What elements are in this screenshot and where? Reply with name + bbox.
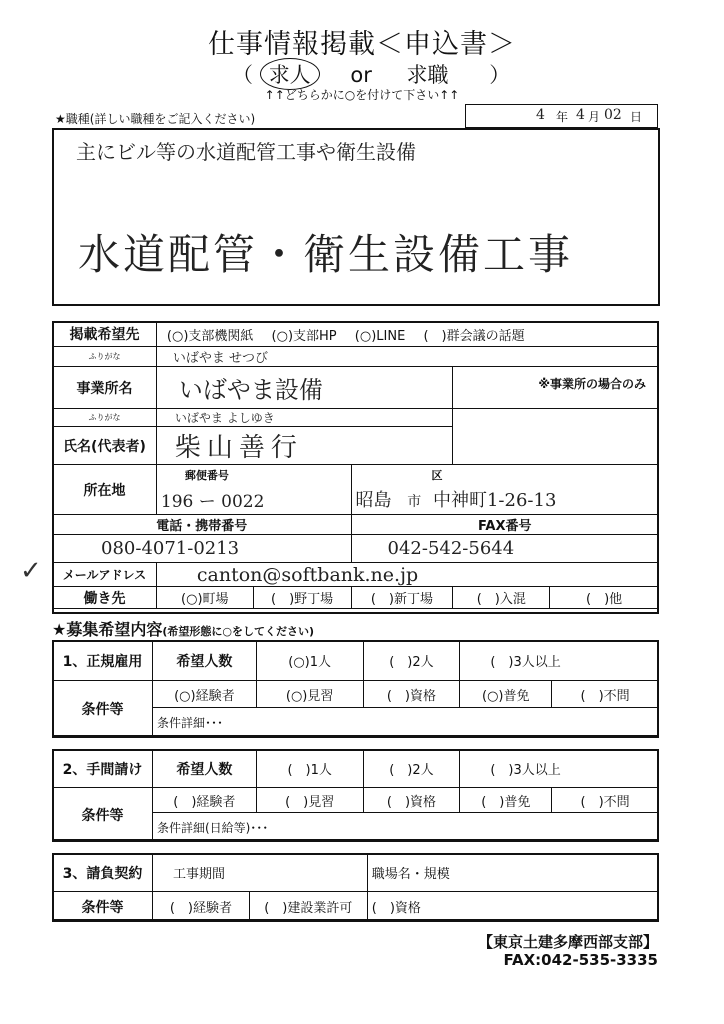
- job-description-line: 主にビル等の水道配管工事や衛生設備: [76, 140, 416, 164]
- section2-cond-keikensha[interactable]: ( )経験者: [152, 788, 256, 813]
- section3-cond-shikaku[interactable]: ( )資格: [367, 892, 658, 922]
- postal-field[interactable]: 196 ー 0022: [156, 485, 351, 515]
- job-type-label: ★職種(詳しい職種をご記入ください): [55, 112, 256, 126]
- workplace-label: 働き先: [53, 587, 157, 609]
- address-shi: 市: [407, 494, 422, 511]
- info-table: [52, 321, 659, 609]
- open-paren: （: [232, 63, 253, 87]
- address-field[interactable]: [351, 485, 658, 515]
- job-description-box[interactable]: [52, 128, 660, 306]
- date-year-unit: 年: [556, 110, 569, 124]
- name-label: 氏名(代表者): [53, 427, 157, 465]
- date-box[interactable]: [465, 104, 658, 128]
- section1-cond-minarai[interactable]: (○)見習: [256, 681, 363, 708]
- section3-cond-label: 条件等: [53, 892, 153, 922]
- recruit-heading-text: ★募集希望内容: [52, 620, 163, 639]
- section2-count-label: 希望人数: [152, 750, 256, 788]
- email-label: メールアドレス: [53, 563, 157, 587]
- media-option-kikanshi[interactable]: (○)支部機関紙: [166, 328, 254, 344]
- name-furigana-label: ふりがな: [53, 409, 157, 427]
- section2-cond-label: 条件等: [53, 788, 153, 842]
- job-description-large: 水道配管・衛生設備工事: [78, 230, 574, 279]
- section1-cond-label: 条件等: [53, 681, 153, 738]
- section2-count-3[interactable]: ( )3人以上: [460, 750, 659, 788]
- media-options: [156, 322, 658, 347]
- section3-table: [52, 853, 659, 922]
- company-furigana-field[interactable]: いばやま せつび: [156, 347, 658, 367]
- company-label: 事業所名: [53, 367, 157, 409]
- section1-count-2[interactable]: ( )2人: [363, 641, 460, 681]
- section1-cond-fumon[interactable]: ( )不問: [552, 681, 659, 708]
- address-city: 昭島: [355, 490, 392, 512]
- company-note: ※事業所の場合のみ: [453, 367, 659, 409]
- date-year: 4: [536, 107, 545, 123]
- section3-cond-kyoka[interactable]: ( )建設業許可: [249, 892, 367, 922]
- name-furigana-field[interactable]: いばやま よしゆき: [156, 409, 452, 427]
- workplace-option-irikon[interactable]: ( )入混: [453, 587, 550, 609]
- section2-detail[interactable]: 条件詳細(日給等)･･･: [152, 813, 658, 842]
- workplace-option-nochoba[interactable]: ( )野丁場: [253, 587, 351, 609]
- address-street: 中神町1-26-13: [432, 490, 557, 512]
- section2-count-1[interactable]: ( )1人: [256, 750, 363, 788]
- footer-fax: FAX:042-535-3335: [503, 951, 658, 969]
- recruit-heading-note: (希望形態に○をしてください): [162, 625, 315, 638]
- date-day-unit: 日: [630, 110, 643, 124]
- section2-title: 2、手間請け: [53, 750, 153, 788]
- media-option-line[interactable]: (○)LINE: [354, 328, 406, 344]
- option-kyushoku[interactable]: 求職: [406, 63, 449, 87]
- name-side-blank: [453, 409, 659, 465]
- section1-cond-shikaku[interactable]: ( )資格: [363, 681, 460, 708]
- selection-note: ↑↑どちらかに○を付けて下さい↑↑: [264, 88, 460, 102]
- email-field[interactable]: canton@softbank.ne.jp: [156, 563, 658, 587]
- postal-label: 郵便番号: [156, 465, 351, 485]
- close-paren: ）: [489, 63, 511, 87]
- section1-cond-fumen[interactable]: (○)普免: [460, 681, 552, 708]
- section2-count-2[interactable]: ( )2人: [363, 750, 460, 788]
- or-text: or: [350, 63, 372, 87]
- option-kyujin[interactable]: 求人: [260, 58, 320, 90]
- media-label: 掲載希望先: [53, 322, 157, 347]
- section2-cond-fumen[interactable]: ( )普免: [460, 788, 552, 813]
- section1-detail[interactable]: 条件詳細･･･: [152, 708, 658, 738]
- phone-field[interactable]: 080-4071-0213: [53, 535, 352, 563]
- section1-count-label: 希望人数: [152, 641, 256, 681]
- section3-site[interactable]: 職場名・規模: [367, 854, 658, 892]
- form-title: 仕事情報掲載＜申込書＞: [208, 29, 516, 60]
- date-day: 02: [604, 107, 622, 123]
- section2-table: [52, 749, 659, 842]
- date-month: 4: [576, 107, 585, 123]
- footer-org: 【東京土建多摩西部支部】: [477, 933, 658, 951]
- check-mark: ✓: [20, 556, 42, 586]
- section3-period[interactable]: 工事期間: [152, 854, 367, 892]
- fax-field[interactable]: 042-542-5644: [351, 535, 658, 563]
- phone-label: 電話・携帯番号: [53, 515, 352, 535]
- media-option-hp[interactable]: (○)支部HP: [271, 328, 337, 344]
- section1-title: 1、正規雇用: [53, 641, 153, 681]
- workplace-option-shinchoba[interactable]: ( )新丁場: [351, 587, 453, 609]
- ku-label: 区: [351, 465, 658, 485]
- section3-title: 3、請負契約: [53, 854, 153, 892]
- date-month-unit: 月: [588, 110, 601, 124]
- section1-table: [52, 640, 659, 738]
- company-furigana-label: ふりがな: [53, 347, 157, 367]
- recruit-heading: [52, 617, 314, 640]
- name-field[interactable]: 柴山善行: [156, 427, 452, 465]
- media-option-kaigi[interactable]: ( )群会議の話題: [423, 328, 525, 344]
- fax-label: FAX番号: [351, 515, 658, 535]
- workplace-option-machiba[interactable]: (○)町場: [156, 587, 253, 609]
- address-label: 所在地: [53, 465, 157, 515]
- section2-cond-shikaku[interactable]: ( )資格: [363, 788, 460, 813]
- workplace-option-other[interactable]: ( )他: [550, 587, 659, 609]
- section1-count-3[interactable]: ( )3人以上: [460, 641, 659, 681]
- section1-cond-keikensha[interactable]: (○)経験者: [152, 681, 256, 708]
- section3-cond-keikensha[interactable]: ( )経験者: [152, 892, 249, 922]
- section2-cond-minarai[interactable]: ( )見習: [256, 788, 363, 813]
- company-field[interactable]: いばやま設備: [156, 367, 452, 409]
- section2-cond-fumon[interactable]: ( )不問: [552, 788, 659, 813]
- section1-count-1[interactable]: (○)1人: [256, 641, 363, 681]
